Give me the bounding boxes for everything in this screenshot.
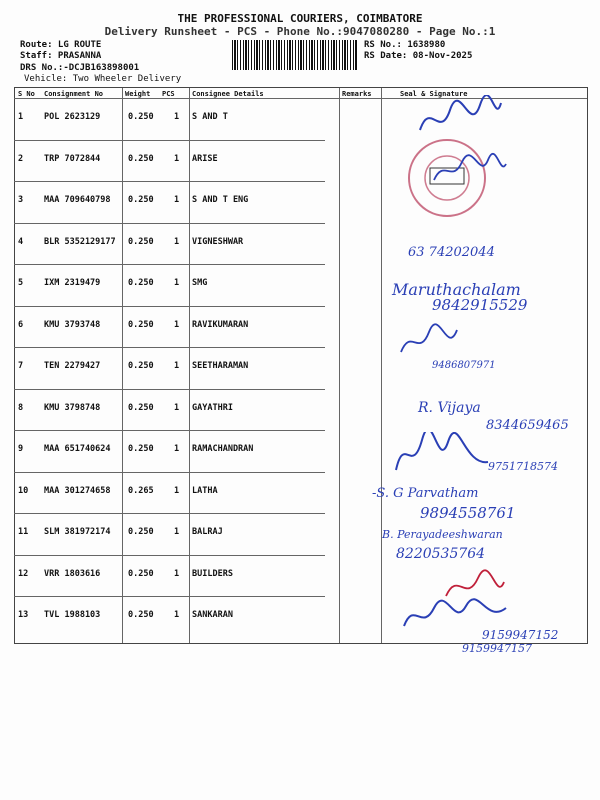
col-remarks: Remarks bbox=[342, 90, 372, 98]
col-pcs: PCS bbox=[162, 90, 175, 98]
row-consignee: RAMACHANDRAN bbox=[192, 444, 254, 454]
col-seal-signature: Seal & Signature bbox=[400, 90, 468, 98]
signature-9-icon bbox=[392, 432, 492, 477]
signature-7-icon bbox=[395, 322, 475, 362]
row-weight: 0.250 bbox=[128, 195, 154, 205]
signature-4: 63 74202044 bbox=[408, 245, 495, 260]
row-sno: 8 bbox=[18, 402, 24, 413]
row-weight: 0.250 bbox=[128, 568, 154, 579]
route-label: Route: LG ROUTE bbox=[20, 40, 102, 50]
signature-10-phone: 9894558761 bbox=[420, 504, 516, 522]
row-consignment: IXM 2319479 bbox=[44, 278, 101, 288]
signature-8-name: R. Vijaya bbox=[418, 400, 481, 416]
row-consignment: TEN 2279427 bbox=[44, 361, 101, 371]
row-weight: 0.250 bbox=[128, 112, 154, 122]
runsheet-subtitle: Delivery Runsheet - PCS - Phone No.:9047080280 - Page No.:1 bbox=[104, 25, 496, 38]
signature-5-name: Maruthachalam bbox=[392, 280, 521, 299]
table-row bbox=[14, 223, 586, 263]
signature-13-phone-2: 9159947157 bbox=[462, 642, 532, 655]
row-consignment: TRP 7072844 bbox=[44, 153, 101, 164]
row-pcs: 1 bbox=[174, 610, 180, 620]
row-consignee: SEETHARAMAN bbox=[192, 361, 249, 371]
row-consignment: MAA 709640798 bbox=[44, 195, 111, 205]
row-sno: 1 bbox=[18, 112, 24, 122]
row-consignment: KMU 3798748 bbox=[44, 402, 101, 413]
row-sno: 2 bbox=[18, 153, 24, 164]
row-consignment: KMU 3793748 bbox=[44, 319, 101, 330]
row-pcs: 1 bbox=[174, 236, 180, 247]
row-consignment: SLM 381972174 bbox=[44, 527, 111, 537]
signature-1-icon bbox=[415, 95, 505, 145]
rs-number: RS No.: 1638980 bbox=[364, 40, 446, 50]
drs-number: DRS No.:-DCJB163898001 bbox=[20, 63, 140, 73]
row-consignment: MAA 301274658 bbox=[44, 485, 111, 496]
signature-9-phone: 9751718574 bbox=[488, 460, 558, 473]
row-sno: 10 bbox=[18, 485, 29, 496]
row-sno: 6 bbox=[18, 319, 24, 330]
row-weight: 0.265 bbox=[128, 485, 154, 496]
row-sno: 5 bbox=[18, 278, 24, 288]
row-pcs: 1 bbox=[174, 485, 180, 496]
row-pcs: 1 bbox=[174, 319, 180, 330]
row-consignee: ARISE bbox=[192, 153, 218, 164]
row-pcs: 1 bbox=[174, 402, 180, 413]
row-weight: 0.250 bbox=[128, 361, 154, 371]
row-pcs: 1 bbox=[174, 153, 180, 164]
row-consignee: SMG bbox=[192, 278, 208, 288]
row-consignee: LATHA bbox=[192, 485, 218, 496]
row-consignee: SANKARAN bbox=[192, 610, 233, 620]
signature-8-phone: 8344659465 bbox=[486, 418, 569, 433]
row-pcs: 1 bbox=[174, 112, 180, 122]
row-weight: 0.250 bbox=[128, 527, 154, 537]
vehicle-label: Vehicle: Two Wheeler Delivery bbox=[24, 74, 182, 84]
row-pcs: 1 bbox=[174, 195, 180, 205]
row-consignment: VRR 1803616 bbox=[44, 568, 101, 579]
row-consignment: MAA 651740624 bbox=[44, 444, 111, 454]
row-pcs: 1 bbox=[174, 527, 180, 537]
signature-11-phone: 8220535764 bbox=[396, 546, 486, 562]
signature-5-phone: 9842915529 bbox=[432, 296, 528, 314]
row-sno: 4 bbox=[18, 236, 24, 247]
row-sno: 9 bbox=[18, 444, 24, 454]
barcode bbox=[232, 40, 358, 70]
col-consignment: Consignment No bbox=[44, 90, 104, 98]
signature-11-name: B. Perayadeeshwaran bbox=[382, 528, 503, 541]
row-weight: 0.250 bbox=[128, 236, 154, 247]
row-consignment: POL 2623129 bbox=[44, 112, 101, 122]
row-consignee: VIGNESHWAR bbox=[192, 236, 244, 247]
row-consignee: S AND T ENG bbox=[192, 195, 249, 205]
signature-13-phone-1: 9159947152 bbox=[482, 628, 559, 642]
signature-10-name: -S. G Parvatham bbox=[372, 486, 479, 501]
row-sno: 3 bbox=[18, 195, 24, 205]
row-sno: 13 bbox=[18, 610, 29, 620]
row-weight: 0.250 bbox=[128, 402, 154, 413]
row-consignee: GAYATHRI bbox=[192, 402, 233, 413]
row-pcs: 1 bbox=[174, 444, 180, 454]
row-consignee: BALRAJ bbox=[192, 527, 223, 537]
row-weight: 0.250 bbox=[128, 319, 154, 330]
row-consignee: BUILDERS bbox=[192, 568, 233, 579]
table-row bbox=[14, 347, 586, 387]
col-consignee: Consignee Details bbox=[192, 90, 264, 98]
row-sno: 7 bbox=[18, 361, 24, 371]
row-sno: 12 bbox=[18, 568, 29, 579]
row-consignee: RAVIKUMARAN bbox=[192, 319, 249, 330]
row-consignment: TVL 1988103 bbox=[44, 610, 101, 620]
rs-date: RS Date: 08-Nov-2025 bbox=[364, 51, 473, 61]
staff-label: Staff: PRASANNA bbox=[20, 51, 102, 61]
row-pcs: 1 bbox=[174, 278, 180, 288]
company-title: THE PROFESSIONAL COURIERS, COIMBATORE bbox=[177, 12, 423, 25]
row-weight: 0.250 bbox=[128, 278, 154, 288]
row-weight: 0.250 bbox=[128, 444, 154, 454]
signature-2-icon bbox=[430, 150, 510, 190]
col-weight: Weight bbox=[125, 90, 151, 98]
col-sno: S No bbox=[18, 90, 35, 98]
row-pcs: 1 bbox=[174, 361, 180, 371]
row-consignment: BLR 5352129177 bbox=[44, 236, 116, 247]
row-weight: 0.250 bbox=[128, 153, 154, 164]
row-consignee: S AND T bbox=[192, 112, 228, 122]
row-sno: 11 bbox=[18, 527, 29, 537]
signature-7-phone: 9486807971 bbox=[432, 360, 496, 371]
row-pcs: 1 bbox=[174, 568, 180, 579]
row-weight: 0.250 bbox=[128, 610, 154, 620]
